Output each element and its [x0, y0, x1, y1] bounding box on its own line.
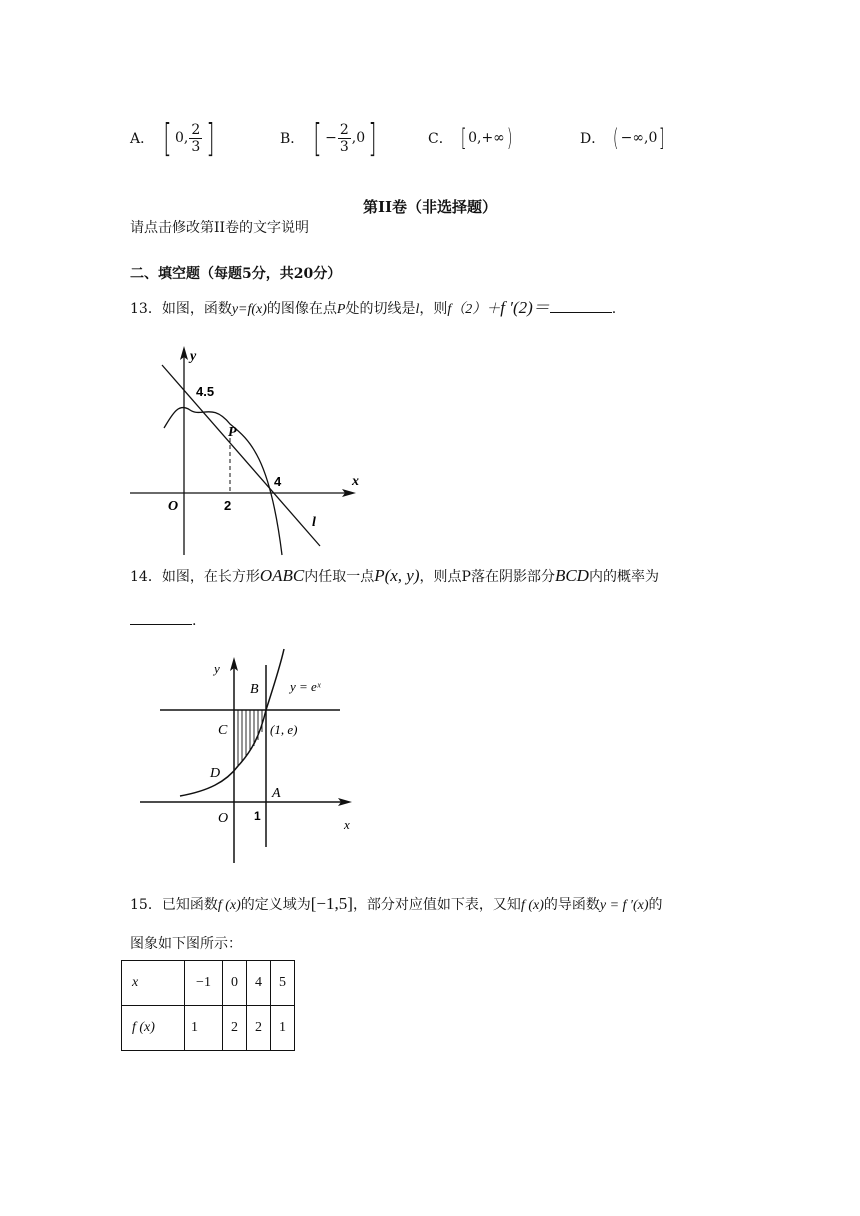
question-15-line2: 图象如下图所示： — [130, 936, 242, 952]
question-number: 15． — [130, 897, 162, 913]
expr: f（2）＋ — [447, 302, 501, 317]
bracket-open: [ — [163, 116, 172, 160]
option-a[interactable] — [130, 116, 218, 160]
period: . — [192, 613, 197, 629]
bracket-open: [ — [313, 116, 322, 160]
bracket-close: ) — [506, 124, 513, 152]
curve-label: y = eˣ — [290, 679, 321, 694]
option-b[interactable] — [280, 116, 380, 160]
value-table — [121, 960, 295, 1051]
option-d[interactable] — [580, 116, 667, 160]
question-13 — [130, 298, 616, 320]
q14-text: 如图，在长方形 — [161, 569, 260, 585]
point-p-label: P — [228, 425, 237, 440]
domain-expr: [−1,5] — [310, 894, 353, 913]
minus-sign: − — [325, 130, 337, 146]
q13-text: 的图像在点 — [266, 301, 337, 317]
question-15 — [130, 894, 663, 916]
option-c[interactable] — [428, 116, 514, 160]
fraction — [189, 122, 202, 155]
function-expr: f (x) — [217, 898, 241, 913]
bracket-close: ] — [659, 124, 665, 152]
derivative-expr: y = f ′(x) — [599, 898, 649, 913]
option-d-text: −∞,0 — [620, 130, 658, 146]
q14-text: 内的概率为 — [588, 569, 659, 585]
label-a: A — [272, 786, 281, 801]
tangent-line — [162, 365, 320, 546]
label-c: C — [218, 723, 228, 738]
question-number: 13． — [130, 301, 162, 317]
exp-curve — [180, 649, 284, 796]
question-14-line2 — [130, 610, 196, 631]
part-heading: 二、填空题（每题5分，共20分） — [130, 266, 342, 282]
expr: f ′(2)＝ — [500, 298, 550, 317]
period: . — [611, 301, 617, 317]
answer-blank[interactable] — [130, 610, 192, 625]
table-row — [122, 961, 295, 1006]
q15-text: 已知函数 — [161, 897, 218, 913]
option-a-left: 0, — [174, 130, 189, 146]
figure-13 — [120, 340, 370, 560]
table-head-fx: f (x) — [122, 1006, 185, 1051]
origin-label: O — [168, 499, 179, 514]
bracket-close: ] — [206, 116, 215, 160]
bracket-close: ] — [368, 116, 377, 160]
table-cell: 4 — [247, 961, 271, 1006]
fraction — [338, 122, 351, 155]
q15-text: ，部分对应值如下表，又知 — [352, 897, 521, 913]
x-label: x — [344, 817, 350, 832]
bracket-open: ( — [613, 124, 619, 152]
option-b-right: ,0 — [351, 130, 366, 146]
point-expr: P(x, y) — [374, 566, 420, 585]
table-cell: 2 — [247, 1006, 271, 1051]
line-l: l — [415, 302, 420, 317]
bracket-open: [ — [460, 124, 467, 152]
origin-label: O — [218, 811, 229, 826]
q14-text: 内任取一点 — [304, 569, 375, 585]
q14-text: ，则点P落在阴影部分 — [419, 569, 555, 585]
label-b: B — [250, 682, 259, 697]
point-label: (1, e) — [270, 722, 298, 737]
function-expr: y=f(x) — [231, 302, 267, 317]
option-c-label: C． — [428, 131, 453, 147]
fraction-numerator: 2 — [191, 121, 201, 138]
q13-text: 处的切线是 — [345, 301, 416, 317]
answer-blank[interactable] — [550, 298, 612, 313]
q13-text: 如图，函数 — [161, 301, 232, 317]
point-p: P — [336, 302, 346, 317]
table-cell: 1 — [185, 1006, 223, 1051]
line-l-label: l — [312, 515, 316, 530]
y-tick-label: 4.5 — [196, 384, 215, 399]
question-number: 14． — [130, 569, 162, 585]
table-cell: −1 — [185, 961, 223, 1006]
fraction-numerator: 2 — [339, 121, 349, 138]
q15-text: 的导函数 — [543, 897, 600, 913]
rect-name: OABC — [259, 566, 305, 585]
option-c-text: 0,+∞ — [468, 130, 505, 146]
y-label: y — [190, 349, 197, 364]
table-cell: 2 — [223, 1006, 247, 1051]
region-name: BCD — [554, 566, 589, 585]
fraction-denominator: 3 — [339, 138, 349, 155]
q15-text: 的定义域为 — [240, 897, 311, 913]
section-note: 请点击修改第II卷的文字说明 — [130, 220, 310, 236]
table-head-x: x — [122, 961, 185, 1006]
shaded-region — [238, 710, 266, 766]
function-expr: f (x) — [520, 898, 544, 913]
table-cell: 5 — [271, 961, 295, 1006]
x-label: x — [352, 474, 359, 489]
x-tick-2-label: 2 — [224, 498, 232, 513]
q13-text: ，则 — [419, 301, 448, 317]
section-title: 第II卷（非选择题） — [362, 198, 498, 216]
table-cell: 1 — [271, 1006, 295, 1051]
table-row — [122, 1006, 295, 1051]
table-cell: 0 — [223, 961, 247, 1006]
tick-1-label: 1 — [254, 809, 261, 823]
option-a-label: A． — [130, 131, 155, 147]
figure-14 — [130, 645, 370, 867]
question-14 — [130, 566, 659, 587]
label-d: D — [210, 766, 221, 781]
y-label: y — [214, 661, 220, 676]
option-b-label: B． — [280, 131, 305, 147]
x-tick-4-label: 4 — [274, 474, 282, 489]
q15-text: 的 — [648, 897, 663, 913]
fraction-denominator: 3 — [191, 138, 201, 155]
option-d-label: D． — [580, 131, 606, 147]
